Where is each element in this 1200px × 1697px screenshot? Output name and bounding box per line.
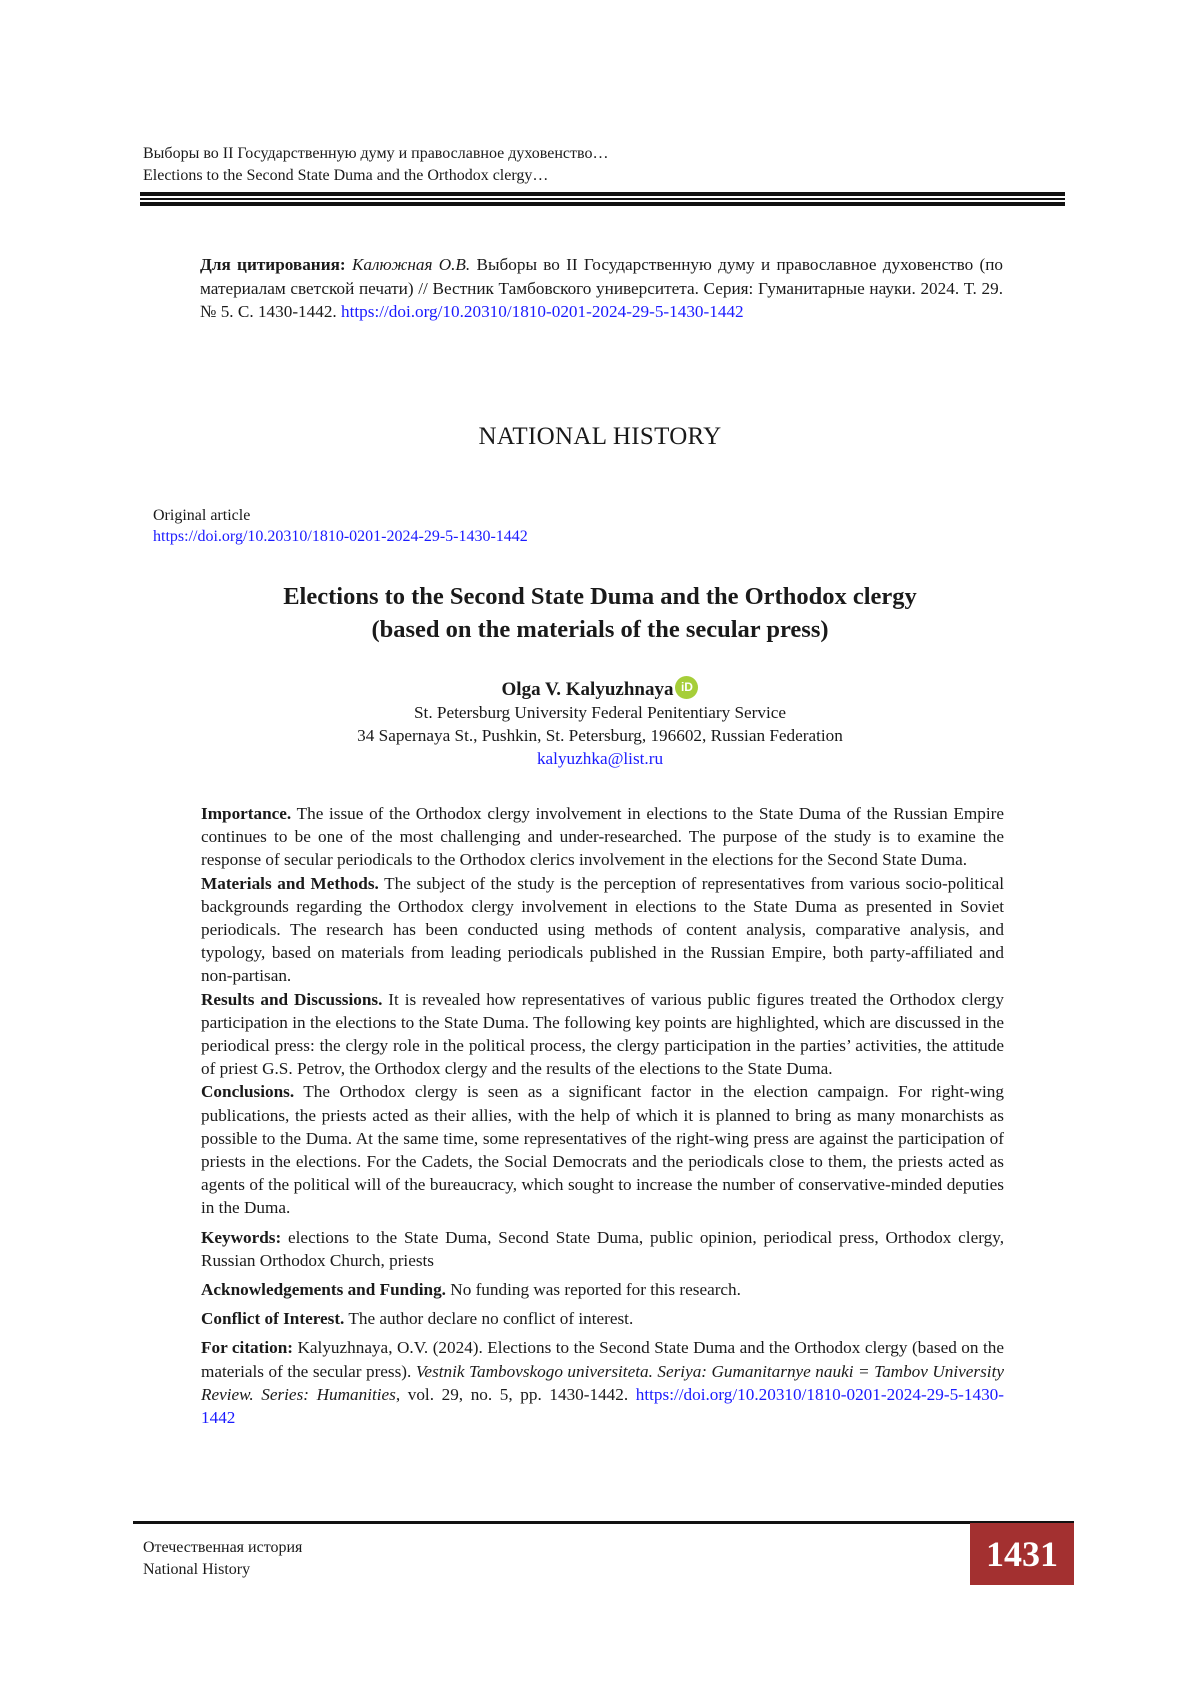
citation-ru <box>200 253 1003 324</box>
conflict-label: Conflict of Interest. <box>201 1309 345 1329</box>
abstract-results <box>201 988 1004 1081</box>
footer-section-en: National History <box>143 1561 251 1578</box>
running-head <box>143 143 608 187</box>
abstract-importance <box>201 802 1004 872</box>
results-text: It is revealed how representatives of various public figures treated the Orthodox clergy participation in the elections to the State Duma. The following key points are highlighted, which are discussed in the periodical press: the clergy role in the political process, the clergy participation in the parties’ activities, the attitude of priest G.S. Petrov, the Orthodox clergy and the results of the elections to the State Duma. <box>201 989 1004 1079</box>
keywords <box>201 1226 1004 1272</box>
funding-text: No funding was reported for this research. <box>445 1280 741 1300</box>
article-title <box>0 580 1200 646</box>
abstract-methods <box>201 872 1004 988</box>
header-rules <box>140 192 1065 206</box>
citation-en <box>201 1336 1004 1429</box>
title-line-2: (based on the materials of the secular press) <box>371 616 829 643</box>
importance-text: The issue of the Orthodox clergy involvement in elections to the State Duma of the Russian Empire continues to be one of the most challenging and under-researched. The purpose of the study is to examine the response of secular periodicals to the Orthodox clerics involvement in the elections for the Second State Duma. <box>201 804 1004 870</box>
running-head-en: Elections to the Second State Duma and the Orthodox clergy… <box>143 167 549 184</box>
citation-ru-author: Калюжная О.В. <box>351 255 471 274</box>
funding <box>201 1278 1004 1301</box>
citation-en-details: , vol. 29, no. 5, pp. 1430-1442. <box>395 1384 636 1404</box>
keywords-text: elections to the State Duma, Second State Duma, public opinion, periodical press, Orthodox clergy, Russian Orthodox Church, priests <box>201 1227 1004 1270</box>
methods-label: Materials and Methods. <box>201 873 379 893</box>
author-block <box>0 676 1200 770</box>
abstract <box>201 802 1004 1429</box>
author-address: 34 Sapernaya St., Pushkin, St. Petersburg, 196602, Russian Federation <box>357 726 843 745</box>
footer-section <box>143 1537 302 1581</box>
article-type: Original article <box>153 507 251 524</box>
conflict-text: The author declare no conflict of interest. <box>344 1309 634 1329</box>
footer-section-ru: Отечественная история <box>143 1539 303 1556</box>
keywords-label: Keywords: <box>201 1227 282 1247</box>
conclusions-text: The Orthodox clergy is seen as a significant factor in the election campaign. For right-wing publications, the priests acted as their allies, with the help of which it is planned to bring as many monarchists as possible to the Duma. At the same time, some representatives of the right-wing press are against the participation of priests in the elections. For the Cadets, the Social Democrats and the periodicals close to them, the priests acted as agents of the political will of the bureaucracy, which sought to increase the number of conservative-minded deputies in the Duma. <box>201 1082 1004 1218</box>
article-doi-link[interactable]: https://doi.org/10.20310/1810-0201-2024-29-5-1430-1442 <box>153 528 528 545</box>
results-label: Results and Discussions. <box>201 989 383 1009</box>
conflict-of-interest <box>201 1307 1004 1330</box>
citation-ru-doi-link[interactable]: https://doi.org/10.20310/1810-0201-2024-29-5-1430-1442 <box>341 302 744 321</box>
author-name: Olga V. Kalyuzhnaya <box>501 679 674 700</box>
footer-rule <box>133 1521 1074 1524</box>
author-affiliation: St. Petersburg University Federal Penitentiary Service <box>414 703 786 722</box>
citation-en-journal: Vestnik Tambovskogo universiteta. Seriya: Gumanitarnye nauki = Tambov University Review. Series: Humanities <box>201 1361 1004 1404</box>
abstract-conclusions <box>201 1080 1004 1219</box>
citation-en-doi-link[interactable]: https://doi.org/10.20310/1810-0201-2024-29-5-1430-1442 <box>201 1384 1005 1428</box>
citation-en-text: Kalyuzhnaya, O.V. (2024). Elections to the Second State Duma and the Orthodox clergy (based on the materials of the secular press). <box>201 1338 1004 1381</box>
orcid-icon[interactable]: iD <box>675 676 698 699</box>
citation-ru-label: Для цитирования: <box>200 255 346 274</box>
funding-label: Acknowledgements and Funding. <box>201 1280 446 1300</box>
article-meta <box>153 505 528 547</box>
page-number: 1431 <box>970 1523 1074 1585</box>
running-head-ru: Выборы во II Государственную думу и православное духовенство… <box>143 145 609 162</box>
header-rule-3 <box>140 202 1065 206</box>
citation-en-label: For citation: <box>201 1338 294 1358</box>
title-line-1: Elections to the Second State Duma and the Orthodox clergy <box>283 583 917 610</box>
methods-text: The subject of the study is the perception of representatives from various socio-political backgrounds regarding the Orthodox clergy involvement in elections to the State Duma as presented in Soviet periodicals. The research has been conducted using methods of content analysis, comparative analysis, and typology, based on materials from leading periodicals published in the Russian Empire, both party-affiliated and non-partisan. <box>201 873 1005 986</box>
citation-ru-text: Выборы во II Государственную думу и православное духовенство (по материалам светской печати) // Вестник Тамбовского университета. Серия: Гуманитарные науки. 2024. Т. 29. № 5. С. 1430-1442. <box>200 255 1004 321</box>
section-heading: NATIONAL HISTORY <box>478 423 722 450</box>
conclusions-label: Conclusions. <box>201 1082 295 1102</box>
importance-label: Importance. <box>201 804 292 823</box>
author-email-link[interactable]: kalyuzhka@list.ru <box>536 749 664 768</box>
